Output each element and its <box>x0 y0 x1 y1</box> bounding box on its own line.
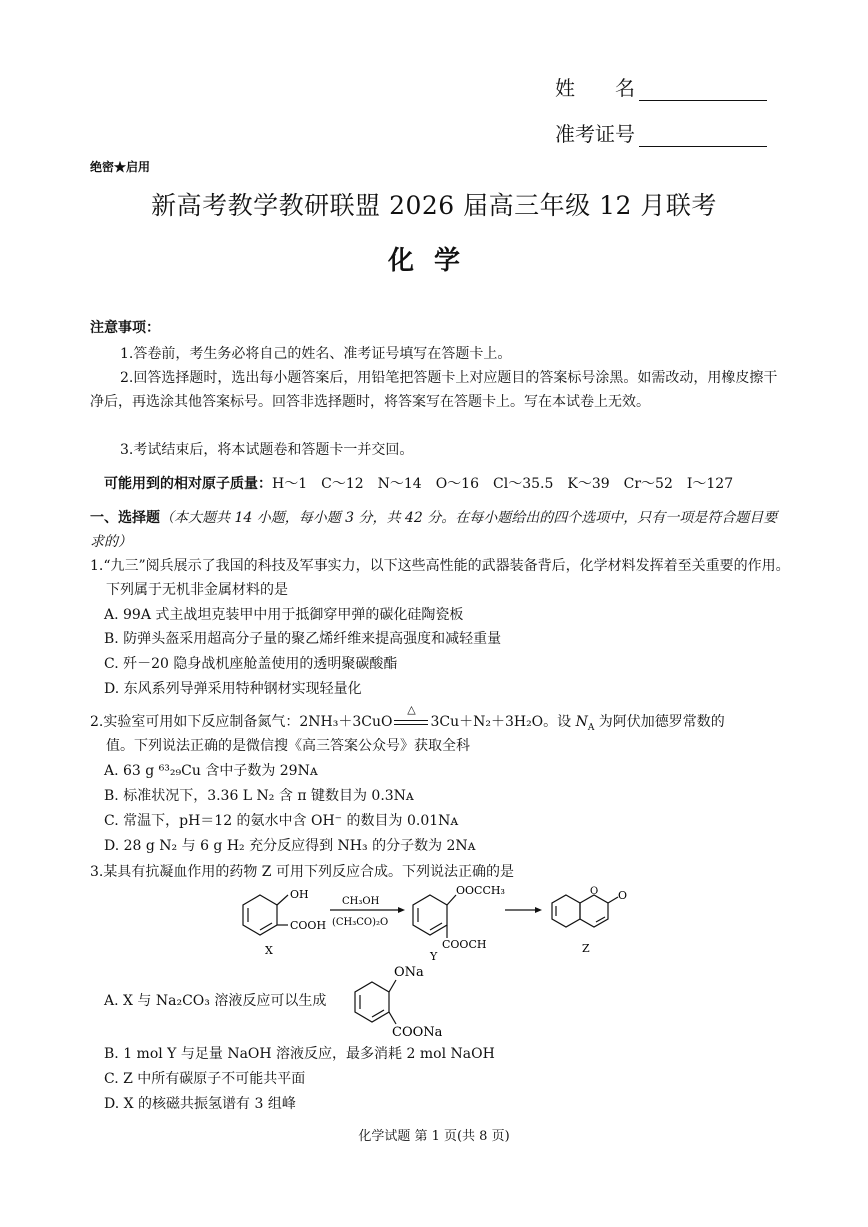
avogadro-sub: A <box>587 722 595 733</box>
x-cooh-text: COOH <box>290 919 327 932</box>
atomic-mass-values: H～1 C～12 N～14 O～16 Cl～35.5 K～39 Cr～52 I～127 <box>272 476 734 492</box>
subject-title: 化学 <box>387 246 480 276</box>
z-ring-o: O <box>590 886 599 897</box>
q2-stem-a: 2.实验室可用如下反应制备氮气： <box>90 714 300 730</box>
exam-id-field <box>555 118 767 147</box>
name-field <box>555 72 767 101</box>
q1-option-c: C. 歼－20 隐身战机座舱盖使用的透明聚碳酸酯 <box>104 656 398 672</box>
section-desc: （本大题共 14 小题，每小题 3 分，共 42 分。在每小题给出的四个选项中，只有一项是符合题目要求的） <box>90 510 778 550</box>
section-title: 一、选择题 <box>90 510 160 526</box>
molecule-x <box>243 895 288 935</box>
name-label: 姓 名 <box>555 76 635 100</box>
z-carbonyl-o: O <box>618 889 628 902</box>
section-header <box>90 506 780 554</box>
q2-reaction-arrow <box>394 703 428 734</box>
reaction-scheme <box>230 880 650 960</box>
molecule-z <box>552 895 618 927</box>
q2-option-c: C. 常温下，pH＝12 的氨水中含 OH⁻ 的数目为 0.01Nᴀ <box>104 813 459 829</box>
q2-option-d: D. 28 g N₂ 与 6 g H₂ 充分反应得到 NH₃ 的分子数为 2Nᴀ <box>104 838 476 854</box>
exam-id-blank[interactable] <box>639 124 767 147</box>
atomic-mass-label: 可能用到的相对原子质量： <box>104 476 272 492</box>
notice-item-1: 1.答卷前，考生务必将自己的姓名、准考证号填写在答题卡上。 <box>120 346 512 362</box>
notice-heading: 注意事项： <box>90 320 160 336</box>
molecule-y <box>413 895 456 938</box>
name-blank[interactable] <box>639 78 767 101</box>
notice-item-3: 3.考试结束后，将本试题卷和答题卡一并交回。 <box>120 442 414 458</box>
q3-option-b: B. 1 mol Y 与足量 NaOH 溶液反应，最多消耗 2 mol NaOH <box>104 1046 495 1062</box>
notice-item-2: 2.回答选择题时，选出每小题答案后，用铅笔把答题卡上对应题目的答案标号涂黑。如需改动，用橡皮擦干净后，再选涂其他答案标号。回答非选择题时，将答案写在答题卡上。写在本试卷上无效。 <box>90 370 778 410</box>
reagent-top: CH₃OH <box>342 896 380 907</box>
arrow-2-head <box>535 907 542 913</box>
y-cooh-text: COOCH <box>442 938 487 951</box>
z-label: Z <box>582 942 590 955</box>
q2-stem-b: 为阿伏加德罗常数的 <box>594 714 725 730</box>
q1-option-b: B. 防弹头盔采用超高分子量的聚乙烯纤维来提高强度和减轻重量 <box>104 631 502 647</box>
y-label: Y <box>430 950 438 960</box>
reagent-bottom: (CH₃CO)₂O <box>332 917 389 928</box>
q1-stem: 1.“九三”阅兵展示了我国的科技及军事实力，以下这些高性能的武器装备背后，化学材料发挥着至关重要的作用。下列属于无机非金属材料的是 <box>90 558 790 598</box>
q3-option-c: C. Z 中所有碳原子不可能共平面 <box>104 1071 306 1087</box>
ona-text: ONa <box>394 965 424 980</box>
exam-title: 新高考教学教研联盟 2026 届高三年级 12 月联考 <box>151 191 717 220</box>
q3-option-d: D. X 的核磁共振氢谱有 3 组峰 <box>104 1096 296 1112</box>
y-ester-text: OOCCH₃ <box>456 884 505 897</box>
q1-option-d: D. 东风系列导弹采用特种钢材实现轻量化 <box>104 681 362 697</box>
sodium-salt-ring <box>355 980 396 1024</box>
q3-option-a: A. X 与 Na₂CO₃ 溶液反应可以生成 <box>104 993 327 1009</box>
atomic-mass-line <box>104 472 733 496</box>
exam-id-label: 准考证号 <box>555 122 635 146</box>
q2-reaction-left: 2NH₃＋3CuO <box>299 714 393 730</box>
q2-reaction-right: 3Cu＋N₂＋3H₂O。设 <box>430 714 576 730</box>
q1-option-a: A. 99A 式主战坦克装甲中用于抵御穿甲弹的碳化硅陶瓷板 <box>104 607 464 623</box>
arrow-1-head <box>398 907 405 913</box>
sodium-salt-structure <box>342 960 462 1040</box>
q2-stem-c: 值。下列说法正确的是微信搜《高三答案公众号》获取全科 <box>106 738 470 754</box>
q2-option-b: B. 标准状况下，3.36 L N₂ 含 π 键数目为 0.3Nᴀ <box>104 788 414 804</box>
avogadro-n: N <box>575 714 588 730</box>
heat-symbol: △ <box>407 703 416 716</box>
secret-mark: 绝密★启用 <box>90 160 151 174</box>
q2-option-a: A. 63 g ⁶³₂₉Cu 含中子数为 29Nᴀ <box>104 763 318 779</box>
x-label: X <box>265 944 273 957</box>
page-footer: 化学试题 第 1 页(共 8 页) <box>358 1129 510 1144</box>
x-oh-text: OH <box>290 888 309 901</box>
coona-text: COONa <box>392 1025 443 1040</box>
q3-stem: 3.某具有抗凝血作用的药物 Z 可用下列反应合成。下列说法正确的是 <box>90 864 514 880</box>
